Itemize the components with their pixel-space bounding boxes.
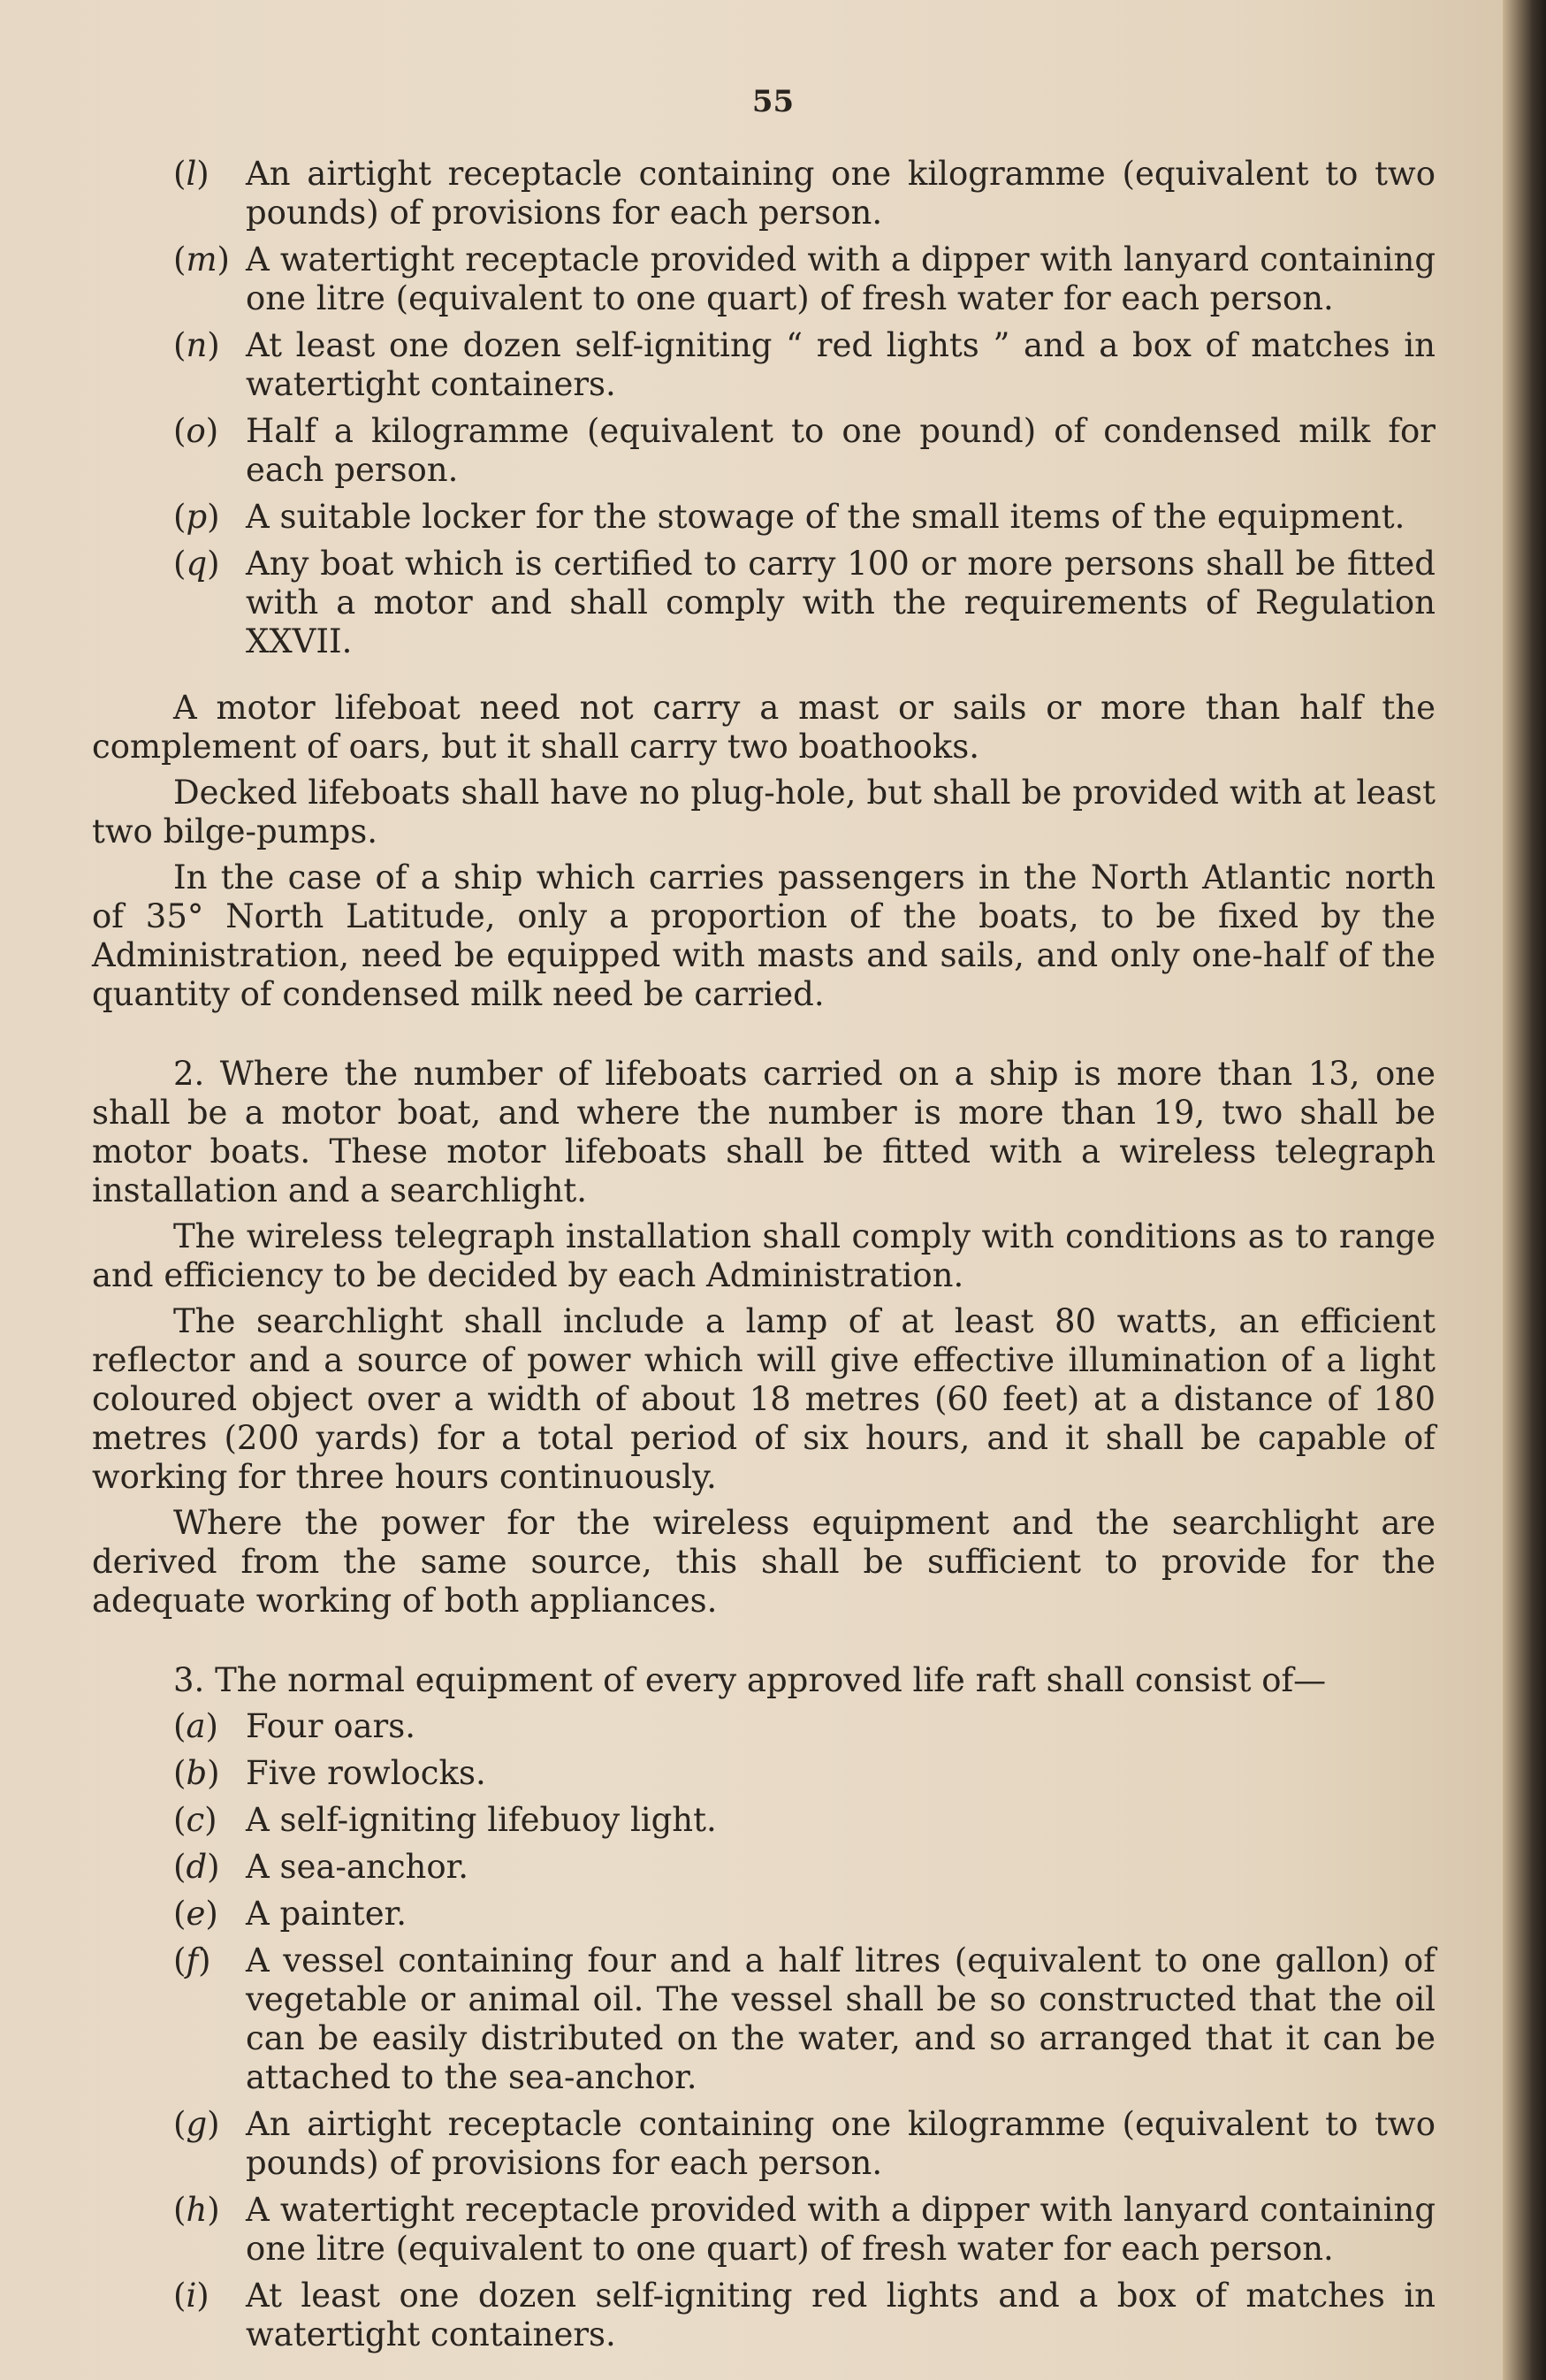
- item-text: An airtight receptacle containing one kilogramme (equivalent to two pounds) of provisions for each person.: [246, 2105, 1436, 2182]
- section-2-paragraph: 2. Where the number of lifeboats carried on a ship is more than 13, one shall be a motor boat, and where the number is more than 19, two shall be motor boats. These motor lifeboats shall be fitted with a wireless telegraph installation and a searchlight.: [92, 1055, 1436, 1209]
- item-marker: (p): [173, 498, 220, 536]
- item-text: A suitable locker for the stowage of the small items of the equipment.: [246, 498, 1405, 536]
- item-text: Half a kilogramme (equivalent to one pound) of condensed milk for each person.: [246, 412, 1436, 489]
- list-item: [92, 1848, 1436, 1887]
- item-text: Five rowlocks.: [246, 1754, 486, 1792]
- item-text: A watertight receptacle provided with a dipper with lanyard containing one litre (equivalent to one quart) of fresh water for each person.: [246, 2191, 1436, 2268]
- item-marker: (b): [173, 1754, 220, 1792]
- list-item: [92, 412, 1436, 490]
- paragraph: Decked lifeboats shall have no plug-hole, but shall be provided with at least two bilge-pumps.: [92, 774, 1436, 851]
- list-item: [92, 545, 1436, 661]
- page-body: [92, 155, 1436, 2362]
- list-item: [92, 326, 1436, 404]
- list-item: [92, 2191, 1436, 2269]
- equipment-list-life-raft: [92, 1707, 1436, 2354]
- paragraph: The wireless telegraph installation shall comply with conditions as to range and efficiency to be decided by each Administration.: [92, 1217, 1436, 1294]
- item-marker: (c): [173, 1801, 217, 1839]
- item-marker: (f): [173, 1941, 211, 1980]
- item-marker: (g): [173, 2105, 220, 2143]
- item-marker: (l): [173, 155, 209, 193]
- item-text: A sea-anchor.: [246, 1848, 469, 1886]
- item-marker: (a): [173, 1707, 218, 1745]
- item-marker: (m): [173, 240, 230, 278]
- equipment-list-lifeboat: [92, 155, 1436, 661]
- item-marker: (h): [173, 2191, 220, 2229]
- item-text: Any boat which is certified to carry 100 or more persons shall be fitted with a motor and shall comply with the requirements of Regulation XXVII.: [246, 545, 1436, 660]
- paragraph: The searchlight shall include a lamp of at least 80 watts, an efficient reflector and a source of power which will give effective illumination of a light coloured object over a width of about 18 metres (60 feet) at a distance of 180 metres (200 yards) for a total period of six hours, and it shall be capable of working for three hours continuously.: [92, 1302, 1436, 1496]
- list-item: [92, 1754, 1436, 1793]
- item-marker: (o): [173, 412, 219, 450]
- item-marker: (d): [173, 1848, 220, 1886]
- list-item: [92, 2277, 1436, 2354]
- list-item: [92, 2105, 1436, 2183]
- list-item: [92, 1707, 1436, 1746]
- item-text: At least one dozen self-igniting red lights and a box of matches in watertight containers.: [246, 2277, 1436, 2353]
- list-item: [92, 155, 1436, 233]
- item-text: A vessel containing four and a half litres (equivalent to one gallon) of vegetable or animal oil. The vessel shall be so constructed that the oil can be easily distributed on the water, and so arranged that it can be attached to the sea-anchor.: [246, 1941, 1436, 2096]
- book-binding-edge: [1503, 0, 1546, 2380]
- list-item: [92, 240, 1436, 318]
- section-3-paragraph: 3. The normal equipment of every approved life raft shall consist of—: [173, 1661, 1327, 1699]
- item-text: Four oars.: [246, 1707, 415, 1745]
- page-number: 55: [751, 84, 795, 119]
- paragraph: In the case of a ship which carries passengers in the North Atlantic north of 35° North Latitude, only a proportion of the boats, to be fixed by the Administration, need be equipped with masts and sails, and only one-half of the quantity of condensed milk need be carried.: [92, 858, 1436, 1013]
- item-marker: (e): [173, 1895, 218, 1933]
- item-text: At least one dozen self-igniting “ red lights ” and a box of matches in watertight containers.: [246, 326, 1436, 403]
- paragraph: Where the power for the wireless equipment and the searchlight are derived from the same source, this shall be sufficient to provide for the adequate working of both appliances.: [92, 1504, 1436, 1620]
- item-text: An airtight receptacle containing one kilogramme (equivalent to two pounds) of provisions for each person.: [246, 155, 1436, 232]
- item-marker: (n): [173, 326, 220, 364]
- list-item: [92, 1941, 1436, 2097]
- list-item: [92, 498, 1436, 537]
- item-text: A self-igniting lifebuoy light.: [246, 1801, 717, 1839]
- item-marker: (q): [173, 545, 220, 583]
- item-marker: (i): [173, 2277, 209, 2315]
- item-text: A painter.: [246, 1895, 407, 1933]
- paragraph: A motor lifeboat need not carry a mast or sails or more than half the complement of oars, but it shall carry two boathooks.: [92, 689, 1436, 766]
- item-text: A watertight receptacle provided with a dipper with lanyard containing one litre (equivalent to one quart) of fresh water for each person.: [246, 240, 1436, 317]
- list-item: [92, 1801, 1436, 1840]
- list-item: [92, 1895, 1436, 1934]
